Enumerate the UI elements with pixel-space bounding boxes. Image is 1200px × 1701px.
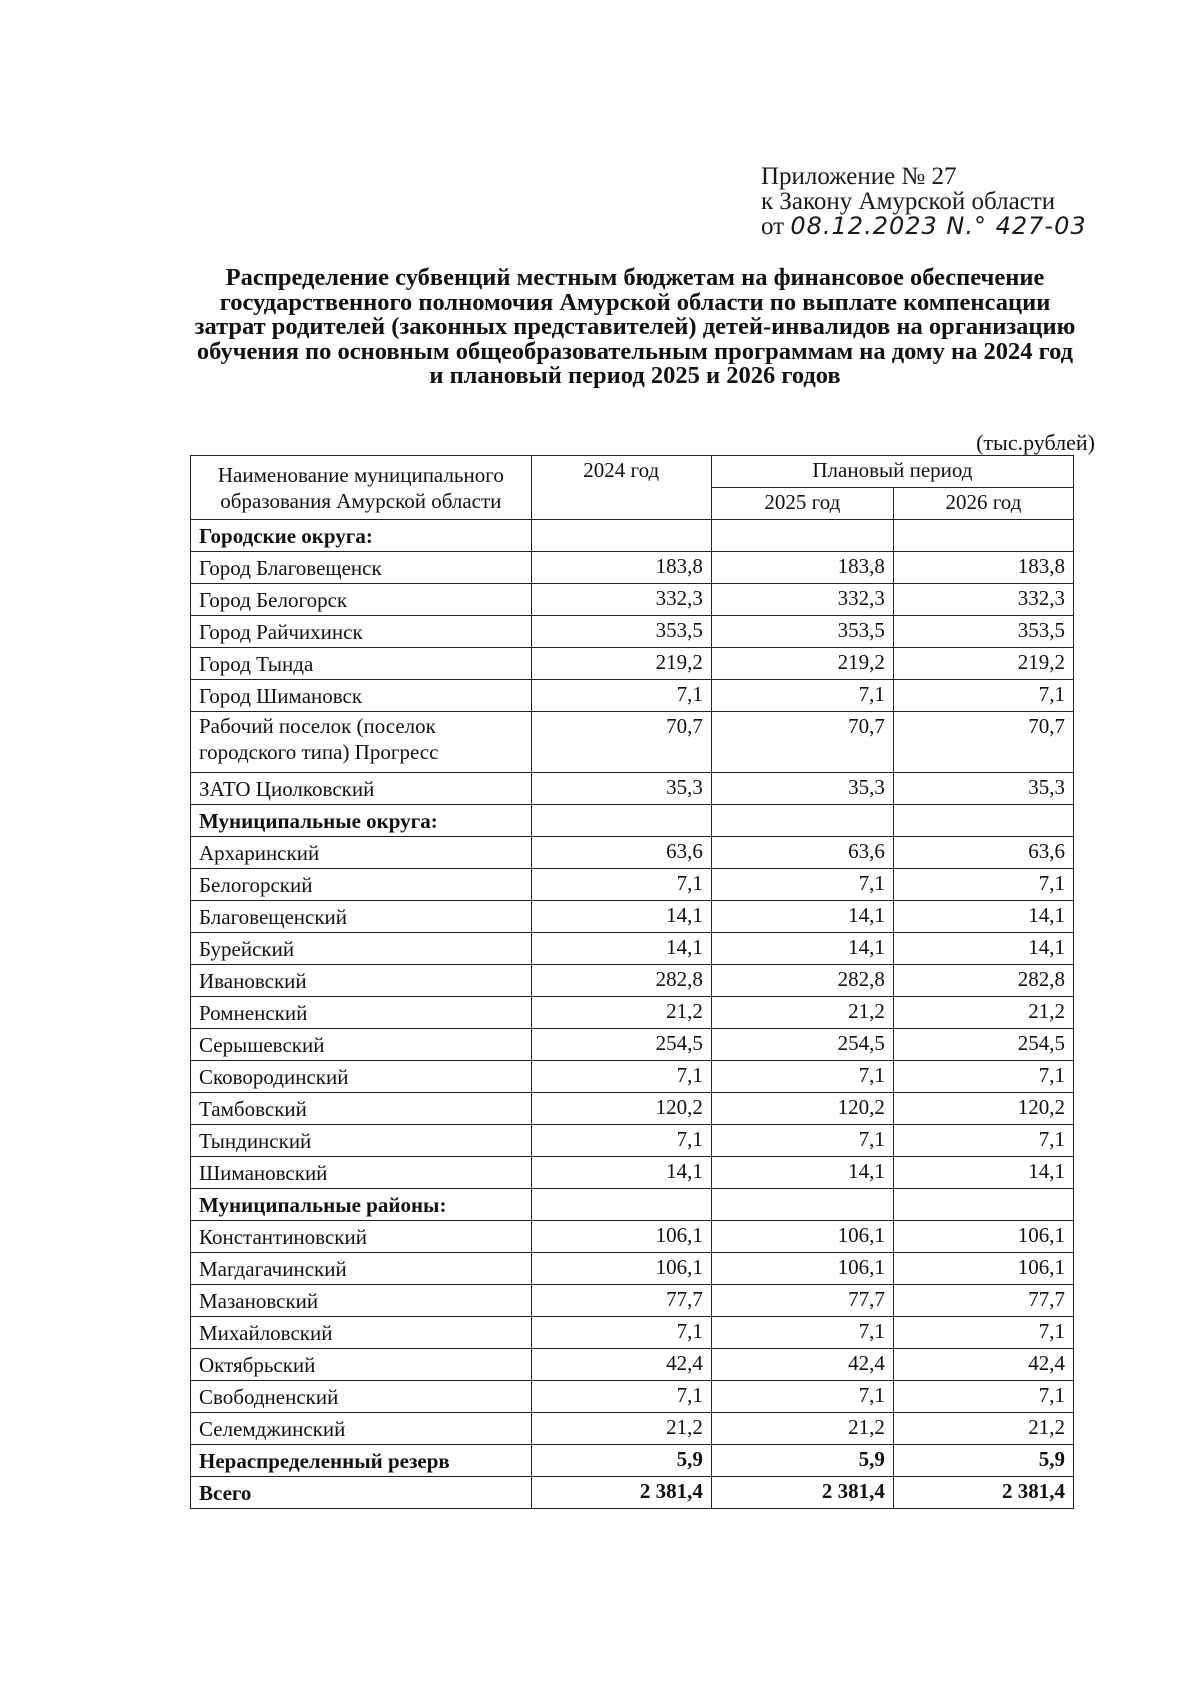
section-label: Городские округа: <box>191 520 532 552</box>
value-2026: 14,1 <box>893 901 1073 933</box>
value-2025: 7,1 <box>711 1381 893 1413</box>
value-2024: 42,4 <box>531 1349 711 1381</box>
table-row <box>191 1125 1074 1157</box>
value-2026: 7,1 <box>893 1125 1073 1157</box>
value-2025: 70,7 <box>711 712 893 773</box>
value-2026: 7,1 <box>893 680 1073 712</box>
value-2024: 254,5 <box>531 1029 711 1061</box>
value-2024: 120,2 <box>531 1093 711 1125</box>
value-2024: 5,9 <box>531 1445 711 1477</box>
municipality-name: Тамбовский <box>191 1093 532 1125</box>
value-2025: 14,1 <box>711 901 893 933</box>
table-body <box>191 520 1074 1509</box>
value-2024: 70,7 <box>531 712 711 773</box>
section-row <box>191 520 1074 552</box>
value-2026: 70,7 <box>893 712 1073 773</box>
table-row <box>191 1477 1074 1509</box>
table-row <box>191 584 1074 616</box>
value-2026: 5,9 <box>893 1445 1073 1477</box>
table-row <box>191 680 1074 712</box>
value-2024 <box>531 1189 711 1221</box>
value-2025: 106,1 <box>711 1253 893 1285</box>
municipality-name: ЗАТО Циолковский <box>191 773 532 805</box>
value-2024: 332,3 <box>531 584 711 616</box>
value-2026: 106,1 <box>893 1221 1073 1253</box>
table-row <box>191 965 1074 997</box>
table-row <box>191 1253 1074 1285</box>
section-label: Муниципальные районы: <box>191 1189 532 1221</box>
value-2024: 14,1 <box>531 933 711 965</box>
value-2024: 7,1 <box>531 1381 711 1413</box>
value-2026: 254,5 <box>893 1029 1073 1061</box>
value-2024: 21,2 <box>531 997 711 1029</box>
value-2026: 63,6 <box>893 837 1073 869</box>
table-row <box>191 1381 1074 1413</box>
municipality-name: Шимановский <box>191 1157 532 1189</box>
value-2026: 7,1 <box>893 1317 1073 1349</box>
value-2025 <box>711 1189 893 1221</box>
municipality-name: Нераспределенный резерв <box>191 1445 532 1477</box>
value-2026 <box>893 1189 1073 1221</box>
municipality-name: Серышевский <box>191 1029 532 1061</box>
table-row <box>191 1157 1074 1189</box>
appendix-date-line <box>761 214 1087 239</box>
value-2024: 282,8 <box>531 965 711 997</box>
value-2025: 21,2 <box>711 997 893 1029</box>
table-row <box>191 837 1074 869</box>
value-2026: 106,1 <box>893 1253 1073 1285</box>
municipality-name: Тындинский <box>191 1125 532 1157</box>
table-row <box>191 901 1074 933</box>
municipality-name: Город Шимановск <box>191 680 532 712</box>
municipality-name: Селемджинский <box>191 1413 532 1445</box>
value-2024 <box>531 520 711 552</box>
value-2026: 21,2 <box>893 1413 1073 1445</box>
value-2025: 14,1 <box>711 933 893 965</box>
municipality-name: Город Белогорск <box>191 584 532 616</box>
value-2024: 7,1 <box>531 1317 711 1349</box>
value-2024: 219,2 <box>531 648 711 680</box>
section-row <box>191 1189 1074 1221</box>
appendix-law: к Закону Амурской области <box>761 188 1056 215</box>
municipality-name: Свободненский <box>191 1381 532 1413</box>
municipality-name: Мазановский <box>191 1285 532 1317</box>
value-2025: 106,1 <box>711 1221 893 1253</box>
table-row <box>191 1221 1074 1253</box>
value-2026: 332,3 <box>893 584 1073 616</box>
municipality-name: Сковородинский <box>191 1061 532 1093</box>
value-2024 <box>531 805 711 837</box>
value-2024: 106,1 <box>531 1253 711 1285</box>
table-row <box>191 1445 1074 1477</box>
value-2025: 21,2 <box>711 1413 893 1445</box>
municipality-name: Рабочий поселок (поселок городского типа) Прогресс <box>191 712 532 773</box>
table-row <box>191 997 1074 1029</box>
municipality-name: Всего <box>191 1477 532 1509</box>
value-2024: 353,5 <box>531 616 711 648</box>
appendix-date-prefix: от <box>761 213 785 240</box>
value-2024: 7,1 <box>531 869 711 901</box>
table-row <box>191 1285 1074 1317</box>
value-2026: 2 381,4 <box>893 1477 1073 1509</box>
section-label: Муниципальные округа: <box>191 805 532 837</box>
municipality-name: Белогорский <box>191 869 532 901</box>
handwritten-date-number: 08.12.2023 N.° 427-03 <box>790 212 1087 240</box>
appendix-reference <box>761 164 1087 239</box>
value-2026: 14,1 <box>893 1157 1073 1189</box>
value-2025: 282,8 <box>711 965 893 997</box>
value-2024: 77,7 <box>531 1285 711 1317</box>
subsidy-table <box>190 455 1074 1509</box>
table-row <box>191 1413 1074 1445</box>
header-2025: 2025 год <box>711 488 893 520</box>
value-2025: 120,2 <box>711 1093 893 1125</box>
value-2025: 332,3 <box>711 584 893 616</box>
municipality-name: Благовещенский <box>191 901 532 933</box>
value-2024: 14,1 <box>531 901 711 933</box>
value-2025: 42,4 <box>711 1349 893 1381</box>
table-row <box>191 648 1074 680</box>
municipality-name: Бурейский <box>191 933 532 965</box>
document-title: Распределение субвенций местным бюджетам на финансовое обеспечение государственного полномочия Амурской области по выплате компенсации затрат родителей (законных представителей) детей-инвалидов на организацию обучения по основным общеобразовательным программам на дому на 2024 год и плановый период 2025 и 2026 годов <box>194 264 1076 389</box>
value-2024: 7,1 <box>531 680 711 712</box>
value-2025: 77,7 <box>711 1285 893 1317</box>
table-row <box>191 773 1074 805</box>
value-2026 <box>893 805 1073 837</box>
value-2025 <box>711 520 893 552</box>
municipality-name: Константиновский <box>191 1221 532 1253</box>
value-2026: 42,4 <box>893 1349 1073 1381</box>
value-2025: 63,6 <box>711 837 893 869</box>
value-2025: 7,1 <box>711 680 893 712</box>
header-planned-period: Плановый период <box>711 456 1073 488</box>
table-row <box>191 1093 1074 1125</box>
value-2024: 106,1 <box>531 1221 711 1253</box>
table-row <box>191 933 1074 965</box>
table-row <box>191 616 1074 648</box>
value-2026: 120,2 <box>893 1093 1073 1125</box>
table-row <box>191 712 1074 773</box>
value-2026: 77,7 <box>893 1285 1073 1317</box>
value-2025: 7,1 <box>711 1061 893 1093</box>
value-2026: 7,1 <box>893 869 1073 901</box>
value-2025: 5,9 <box>711 1445 893 1477</box>
appendix-number: Приложение № 27 <box>761 163 957 190</box>
value-2026: 35,3 <box>893 773 1073 805</box>
value-2025: 353,5 <box>711 616 893 648</box>
municipality-name: Город Тында <box>191 648 532 680</box>
value-2025: 219,2 <box>711 648 893 680</box>
value-2025 <box>711 805 893 837</box>
value-2026: 353,5 <box>893 616 1073 648</box>
value-2026: 7,1 <box>893 1381 1073 1413</box>
header-name: Наименование муниципального образования Амурской области <box>191 456 532 520</box>
value-2024: 7,1 <box>531 1061 711 1093</box>
header-2026: 2026 год <box>893 488 1073 520</box>
municipality-name: Город Благовещенск <box>191 552 532 584</box>
value-2024: 63,6 <box>531 837 711 869</box>
table-row <box>191 1029 1074 1061</box>
value-2026: 21,2 <box>893 997 1073 1029</box>
value-2025: 7,1 <box>711 869 893 901</box>
value-2024: 7,1 <box>531 1125 711 1157</box>
value-2025: 7,1 <box>711 1125 893 1157</box>
value-2026: 14,1 <box>893 933 1073 965</box>
table-row <box>191 552 1074 584</box>
units-label: (тыс.рублей) <box>976 430 1095 455</box>
value-2025: 254,5 <box>711 1029 893 1061</box>
value-2026 <box>893 520 1073 552</box>
value-2025: 2 381,4 <box>711 1477 893 1509</box>
municipality-name: Михайловский <box>191 1317 532 1349</box>
value-2026: 282,8 <box>893 965 1073 997</box>
value-2025: 35,3 <box>711 773 893 805</box>
municipality-name: Ивановский <box>191 965 532 997</box>
value-2024: 35,3 <box>531 773 711 805</box>
value-2024: 14,1 <box>531 1157 711 1189</box>
table-row <box>191 1349 1074 1381</box>
value-2024: 183,8 <box>531 552 711 584</box>
municipality-name: Архаринский <box>191 837 532 869</box>
value-2025: 14,1 <box>711 1157 893 1189</box>
municipality-name: Ромненский <box>191 997 532 1029</box>
municipality-name: Магдагачинский <box>191 1253 532 1285</box>
value-2025: 7,1 <box>711 1317 893 1349</box>
value-2024: 21,2 <box>531 1413 711 1445</box>
value-2024: 2 381,4 <box>531 1477 711 1509</box>
value-2026: 183,8 <box>893 552 1073 584</box>
value-2025: 183,8 <box>711 552 893 584</box>
value-2026: 219,2 <box>893 648 1073 680</box>
value-2026: 7,1 <box>893 1061 1073 1093</box>
table-row <box>191 869 1074 901</box>
section-row <box>191 805 1074 837</box>
municipality-name: Город Райчихинск <box>191 616 532 648</box>
municipality-name: Октябрьский <box>191 1349 532 1381</box>
table-row <box>191 1061 1074 1093</box>
header-2024: 2024 год <box>531 456 711 520</box>
table-row <box>191 1317 1074 1349</box>
